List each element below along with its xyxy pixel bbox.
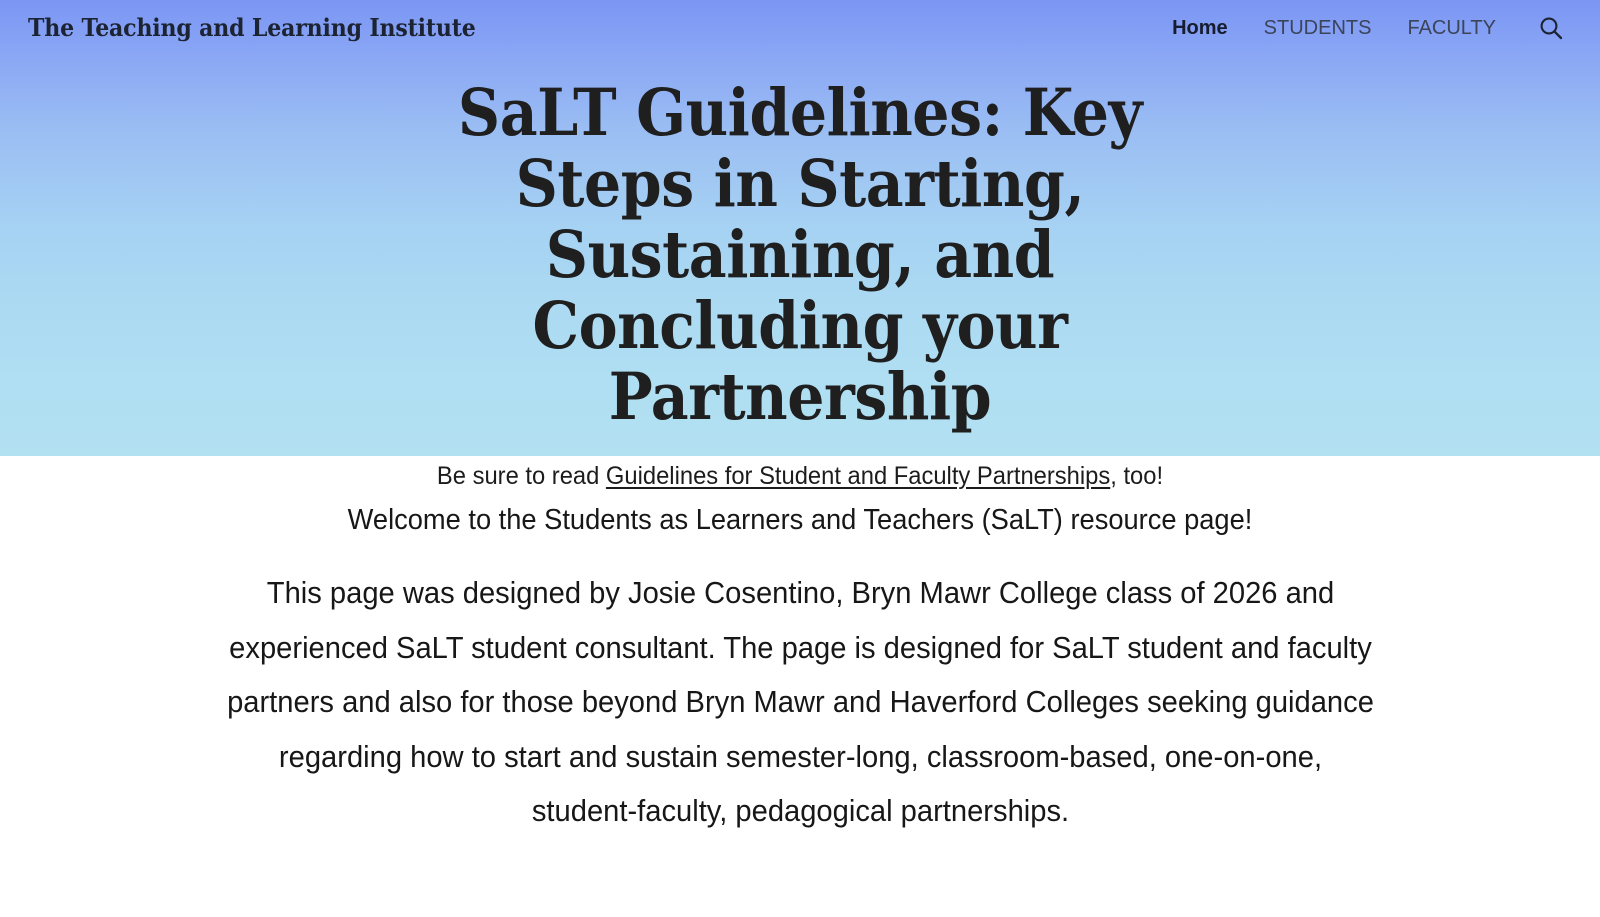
subtitle-text-before: Be sure to read [436, 462, 606, 490]
nav-item-students[interactable]: STUDENTS [1263, 17, 1372, 39]
search-icon [1538, 15, 1564, 41]
site-header [0, 0, 1600, 56]
subtitle-text-after: , too! [1110, 462, 1164, 490]
search-button[interactable] [1528, 5, 1574, 51]
main-navigation [1154, 0, 1576, 56]
welcome-heading: Welcome to the Students as Learners and Teachers (SaLT) resource page! [347, 504, 1253, 536]
hero-content [0, 75, 1600, 493]
page-title: SaLT Guidelines: Key Steps in Starting, Sustaining, and Concluding your Partnership [457, 75, 1143, 435]
main-content [0, 456, 1600, 839]
nav-item-faculty[interactable]: FACULTY [1407, 17, 1496, 39]
guidelines-link[interactable]: Guidelines for Student and Faculty Partnerships [605, 462, 1111, 490]
nav-item-home[interactable]: Home [1172, 17, 1228, 39]
intro-paragraph: This page was designed by Josie Cosentino, Bryn Mawr College class of 2026 and experienced SaLT student consultant. The page is designed for SaLT student and faculty partners and also for those beyond Bryn Mawr and Haverford Colleges seeking guidance regarding how to start and sustain semester-long, classroom-based, one-on-one, student-faculty, pedagogical partnerships. [226, 575, 1374, 828]
site-title[interactable]: The Teaching and Learning Institute [28, 13, 476, 42]
